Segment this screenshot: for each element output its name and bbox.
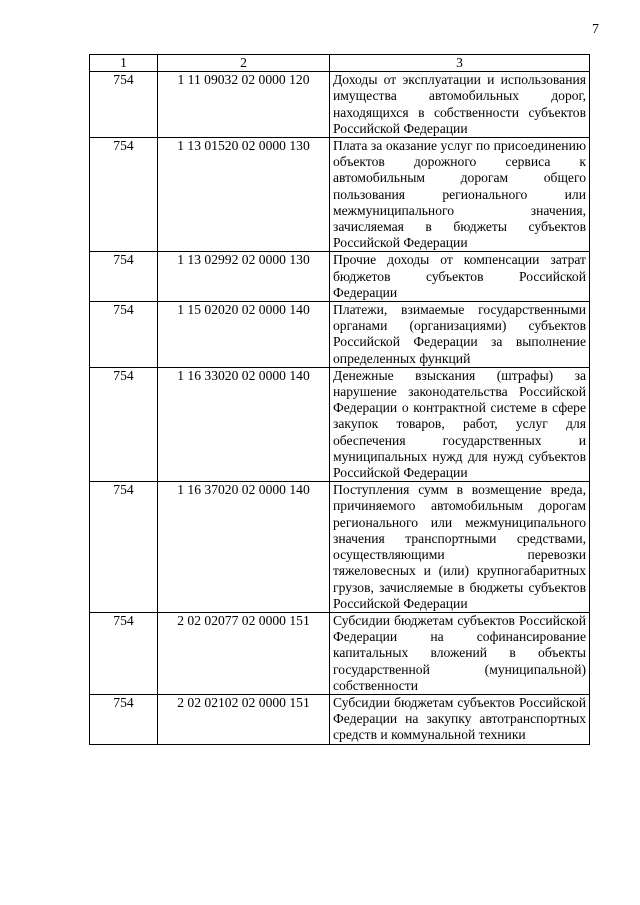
table-header-row — [90, 55, 590, 72]
revenue-codes-table — [89, 54, 590, 745]
header-col-2: 2 — [158, 55, 330, 72]
table-row — [90, 302, 590, 368]
revenue-name-cell: Денежные взыскания (штрафы) за нарушение законодательства Российской Федерации о контрактной системе в сфере закупок товаров, работ, услуг для обеспечения государственных и муниципальных нужд для нужд субъектов Российской Федерации — [330, 367, 590, 481]
revenue-name-cell: Доходы от эксплуатации и использования имущества автомобильных дорог, находящихся в собственности субъектов Российской Федерации — [330, 72, 590, 138]
table-row — [90, 367, 590, 481]
table-row — [90, 694, 590, 744]
admin-code-cell: 754 — [90, 482, 158, 613]
table-row — [90, 482, 590, 613]
table-row — [90, 72, 590, 138]
table-row — [90, 138, 590, 252]
budget-code-cell: 1 13 02992 02 0000 130 — [158, 252, 330, 302]
budget-code-cell: 1 13 01520 02 0000 130 — [158, 138, 330, 252]
admin-code-cell: 754 — [90, 367, 158, 481]
revenue-name-cell: Платежи, взимаемые государственными органами (организациями) субъектов Российской Федерации за выполнение определенных функций — [330, 302, 590, 368]
header-col-1: 1 — [90, 55, 158, 72]
admin-code-cell: 754 — [90, 612, 158, 694]
budget-code-cell: 2 02 02102 02 0000 151 — [158, 694, 330, 744]
admin-code-cell: 754 — [90, 72, 158, 138]
header-col-3: 3 — [330, 55, 590, 72]
admin-code-cell: 754 — [90, 252, 158, 302]
budget-code-cell: 1 15 02020 02 0000 140 — [158, 302, 330, 368]
revenue-name-cell: Субсидии бюджетам субъектов Российской Федерации на софинансирование капитальных вложений в объекты государственной (муниципальной) собственности — [330, 612, 590, 694]
admin-code-cell: 754 — [90, 302, 158, 368]
table-row — [90, 612, 590, 694]
admin-code-cell: 754 — [90, 694, 158, 744]
budget-code-cell: 1 11 09032 02 0000 120 — [158, 72, 330, 138]
revenue-name-cell: Субсидии бюджетам субъектов Российской Федерации на закупку автотранспортных средств и коммунальной техники — [330, 694, 590, 744]
page-number: 7 — [592, 22, 599, 37]
table-row — [90, 252, 590, 302]
revenue-name-cell: Плата за оказание услуг по присоединению объектов дорожного сервиса к автомобильным дорогам общего пользования регионального или межмуниципального значения, зачисляемая в бюджеты субъектов Российской Федерации — [330, 138, 590, 252]
budget-code-cell: 2 02 02077 02 0000 151 — [158, 612, 330, 694]
revenue-name-cell: Прочие доходы от компенсации затрат бюджетов субъектов Российской Федерации — [330, 252, 590, 302]
admin-code-cell: 754 — [90, 138, 158, 252]
budget-code-cell: 1 16 33020 02 0000 140 — [158, 367, 330, 481]
revenue-name-cell: Поступления сумм в возмещение вреда, причиняемого автомобильным дорогам регионального или межмуниципального значения транспортными средствами, осуществляющими перевозки тяжеловесных и (или) крупногабаритных грузов, зачисляемые в бюджеты субъектов Российской Федерации — [330, 482, 590, 613]
budget-code-cell: 1 16 37020 02 0000 140 — [158, 482, 330, 613]
